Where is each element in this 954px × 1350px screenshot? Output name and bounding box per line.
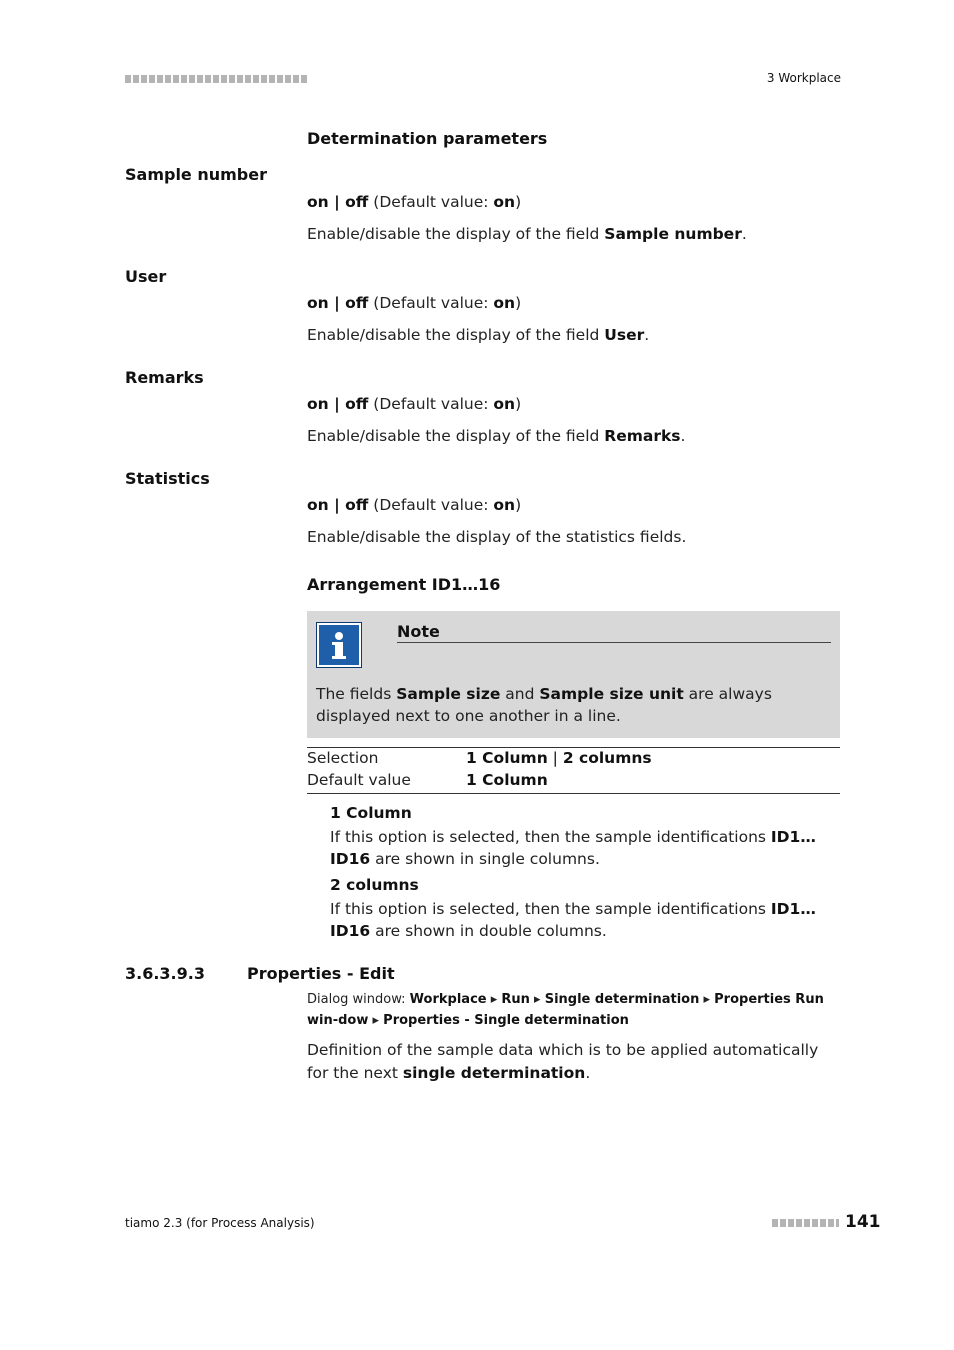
footer-decoration [772,1219,839,1227]
param-options-statistics: on | off (Default value: on) [307,496,522,514]
option-title-2-columns: 2 columns [330,876,419,894]
option-text-2-columns: If this option is selected, then the sample identifications ID1…ID16 are shown in double columns. [330,900,816,940]
subsection-title: Properties - Edit [247,964,395,983]
chapter-title: 3 Workplace [766,71,841,85]
table-bottom-rule [307,793,840,794]
param-desc-remarks: Enable/disable the display of the field Remarks. [307,427,686,445]
note-box [307,611,840,738]
param-options-user: on | off (Default value: on) [307,294,522,312]
page-number: 141 [845,1212,881,1232]
subsection-number: 3.6.3.9.3 [125,964,205,983]
dialog-path: Dialog window: Workplace ▸ Run ▸ Single determination ▸ Properties Run win-dow ▸ Properties - Single determination [307,992,824,1028]
note-divider [397,642,831,643]
param-label-user: User [125,267,167,286]
note-text: The fields Sample size and Sample size unit are always displayed next to one another in a line. [316,685,772,725]
section-title: Determination parameters [307,129,548,148]
note-title: Note [397,622,440,641]
param-desc-sample-number: Enable/disable the display of the field Sample number. [307,225,747,243]
selection-label: Selection [307,749,379,767]
param-desc-statistics: Enable/disable the display of the statistics fields. [307,528,687,546]
param-label-remarks: Remarks [125,368,204,387]
option-title-1-column: 1 Column [330,804,412,822]
info-icon [316,622,362,668]
definition-text: Definition of the sample data which is to be applied automatically for the next single determination. [307,1041,819,1082]
footer-product: tiamo 2.3 (for Process Analysis) [125,1216,315,1230]
table-top-rule [307,747,840,748]
option-text-1-column: If this option is selected, then the sample identifications ID1…ID16 are shown in single columns. [330,828,816,868]
param-options-sample-number: on | off (Default value: on) [307,193,522,211]
param-desc-user: Enable/disable the display of the field User. [307,326,650,344]
param-label-sample-number: Sample number [125,165,267,184]
header-decoration [125,75,307,83]
arrangement-title: Arrangement ID1…16 [307,575,501,594]
param-label-statistics: Statistics [125,469,210,488]
default-label: Default value [307,771,411,789]
default-value: 1 Column [466,771,548,789]
selection-value: 1 Column | 2 columns [466,749,652,767]
param-options-remarks: on | off (Default value: on) [307,395,522,413]
